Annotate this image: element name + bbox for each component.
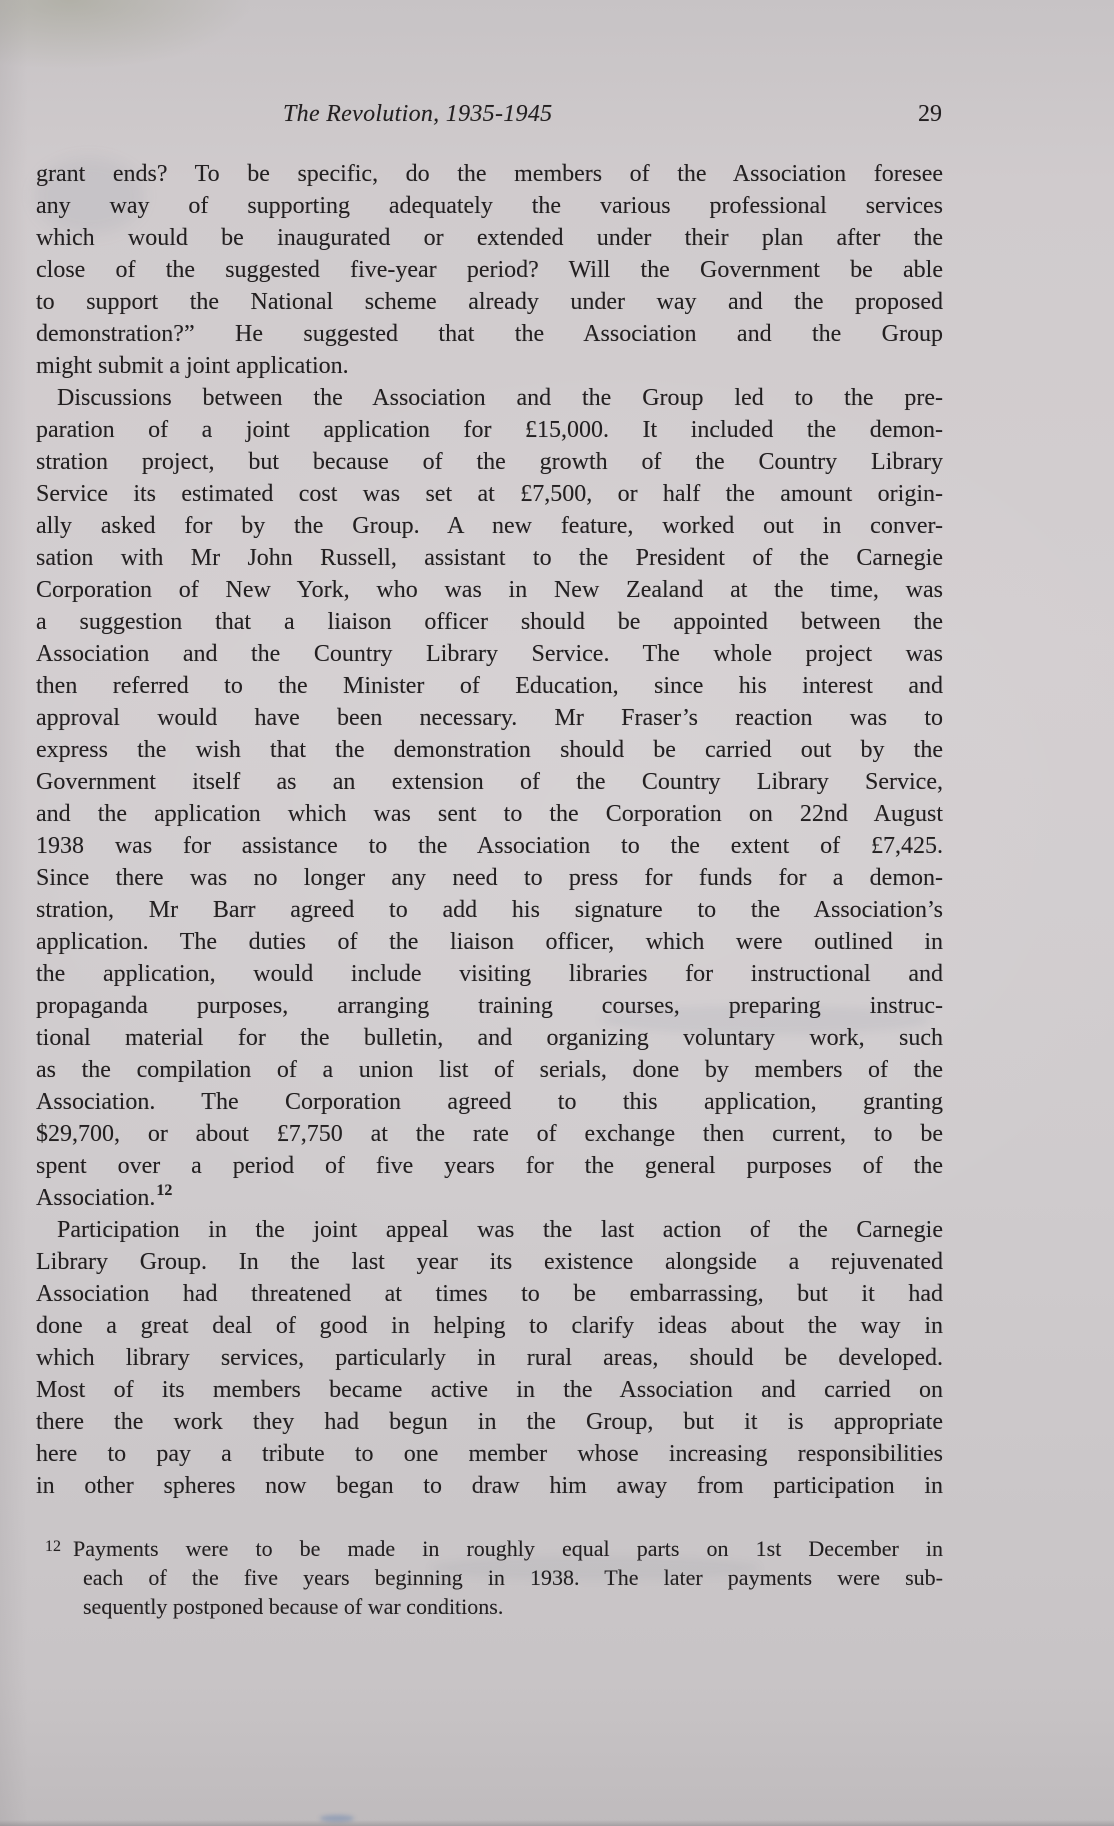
text-line: which library services, particularly in rural areas, should be developed. xyxy=(36,1345,943,1371)
text-line: grant ends? To be specific, do the members of the Association foresee xyxy=(36,161,943,187)
text-line: might submit a joint application. xyxy=(36,353,349,379)
text-line: a suggestion that a liaison officer should be appointed between the xyxy=(36,609,943,635)
text-line: then referred to the Minister of Education, since his interest and xyxy=(36,673,943,699)
text-line: in other spheres now began to draw him away from participation in xyxy=(36,1473,943,1499)
text-line: any way of supporting adequately the various professional services xyxy=(36,193,943,219)
text-line: sation with Mr John Russell, assistant to the President of the Carnegie xyxy=(36,545,943,571)
footnote-line: sequently postponed because of war conditions. xyxy=(83,1594,504,1619)
text-line: approval would have been necessary. Mr Fraser’s reaction was to xyxy=(36,705,943,731)
text-line: here to pay a tribute to one member whose increasing responsibilities xyxy=(36,1441,943,1467)
text-line: Association and the Country Library Service. The whole project was xyxy=(36,641,943,667)
text-line: spent over a period of five years for the general purposes of the xyxy=(36,1153,943,1179)
text-line: tional material for the bulletin, and organizing voluntary work, such xyxy=(36,1025,943,1051)
text-line: there the work they had begun in the Group, but it is appropriate xyxy=(36,1409,943,1435)
text-line: demonstration?” He suggested that the Association and the Group xyxy=(36,321,943,347)
text-line: propaganda purposes, arranging training courses, preparing instruc- xyxy=(36,993,943,1019)
text-line: to support the National scheme already under way and the proposed xyxy=(36,289,943,315)
text-line: Corporation of New York, who was in New Zealand at the time, was xyxy=(36,577,943,603)
text-line: Association had threatened at times to be embarrassing, but it had xyxy=(36,1281,943,1307)
text-line: stration project, but because of the growth of the Country Library xyxy=(36,449,943,475)
text-line: and the application which was sent to the Corporation on 22nd August xyxy=(36,801,943,827)
footnote-line: each of the five years beginning in 1938. The later payments were sub- xyxy=(83,1565,943,1590)
text-line: Discussions between the Association and the Group led to the pre- xyxy=(57,385,943,411)
text-line: stration, Mr Barr agreed to add his signature to the Association’s xyxy=(36,897,943,923)
text-line: the application, would include visiting libraries for instructional and xyxy=(36,961,943,987)
text-line: Association. The Corporation agreed to this application, granting xyxy=(36,1089,943,1115)
text-line: done a great deal of good in helping to clarify ideas about the way in xyxy=(36,1313,943,1339)
text-line: close of the suggested five-year period? Will the Government be able xyxy=(36,257,943,283)
text-line: paration of a joint application for £15,000. It included the demon- xyxy=(36,417,943,443)
page-title: The Revolution, 1935-1945 xyxy=(283,101,553,127)
page-number: 29 xyxy=(918,101,942,127)
text-line: Participation in the joint appeal was the last action of the Carnegie xyxy=(57,1217,943,1243)
body-text xyxy=(36,158,943,1502)
text-line: Library Group. In the last year its existence alongside a rejuvenated xyxy=(36,1249,943,1275)
text-line: as the compilation of a union list of serials, done by members of the xyxy=(36,1057,943,1083)
text-line: Service its estimated cost was set at £7,500, or half the amount origin- xyxy=(36,481,943,507)
footnote-marker: 12 xyxy=(45,1538,61,1555)
footnote-line: $^{12}$ Payments were to be made in roughly equal parts on 1st December in xyxy=(45,1536,943,1561)
text-line: $29,700, or about £7,750 at the rate of exchange then current, to be xyxy=(36,1121,943,1147)
footnote xyxy=(45,1534,943,1621)
paper-stain xyxy=(320,1815,354,1822)
text-line: Most of its members became active in the Association and carried on xyxy=(36,1377,943,1403)
text-line: Government itself as an extension of the Country Library Service, xyxy=(36,769,943,795)
running-header xyxy=(0,100,1114,136)
text-line: 1938 was for assistance to the Association to the extent of £7,425. xyxy=(36,833,943,859)
text-line: express the wish that the demonstration should be carried out by the xyxy=(36,737,943,763)
text-line: ally asked for by the Group. A new feature, worked out in conver- xyxy=(36,513,943,539)
footnote-reference: 12 xyxy=(156,1182,173,1199)
text-line: which would be inaugurated or extended under their plan after the xyxy=(36,225,943,251)
text-line: application. The duties of the liaison officer, which were outlined in xyxy=(36,929,943,955)
text-line: Association.$^{12}$ xyxy=(36,1182,173,1211)
text-line: Since there was no longer any need to press for funds for a demon- xyxy=(36,865,943,891)
